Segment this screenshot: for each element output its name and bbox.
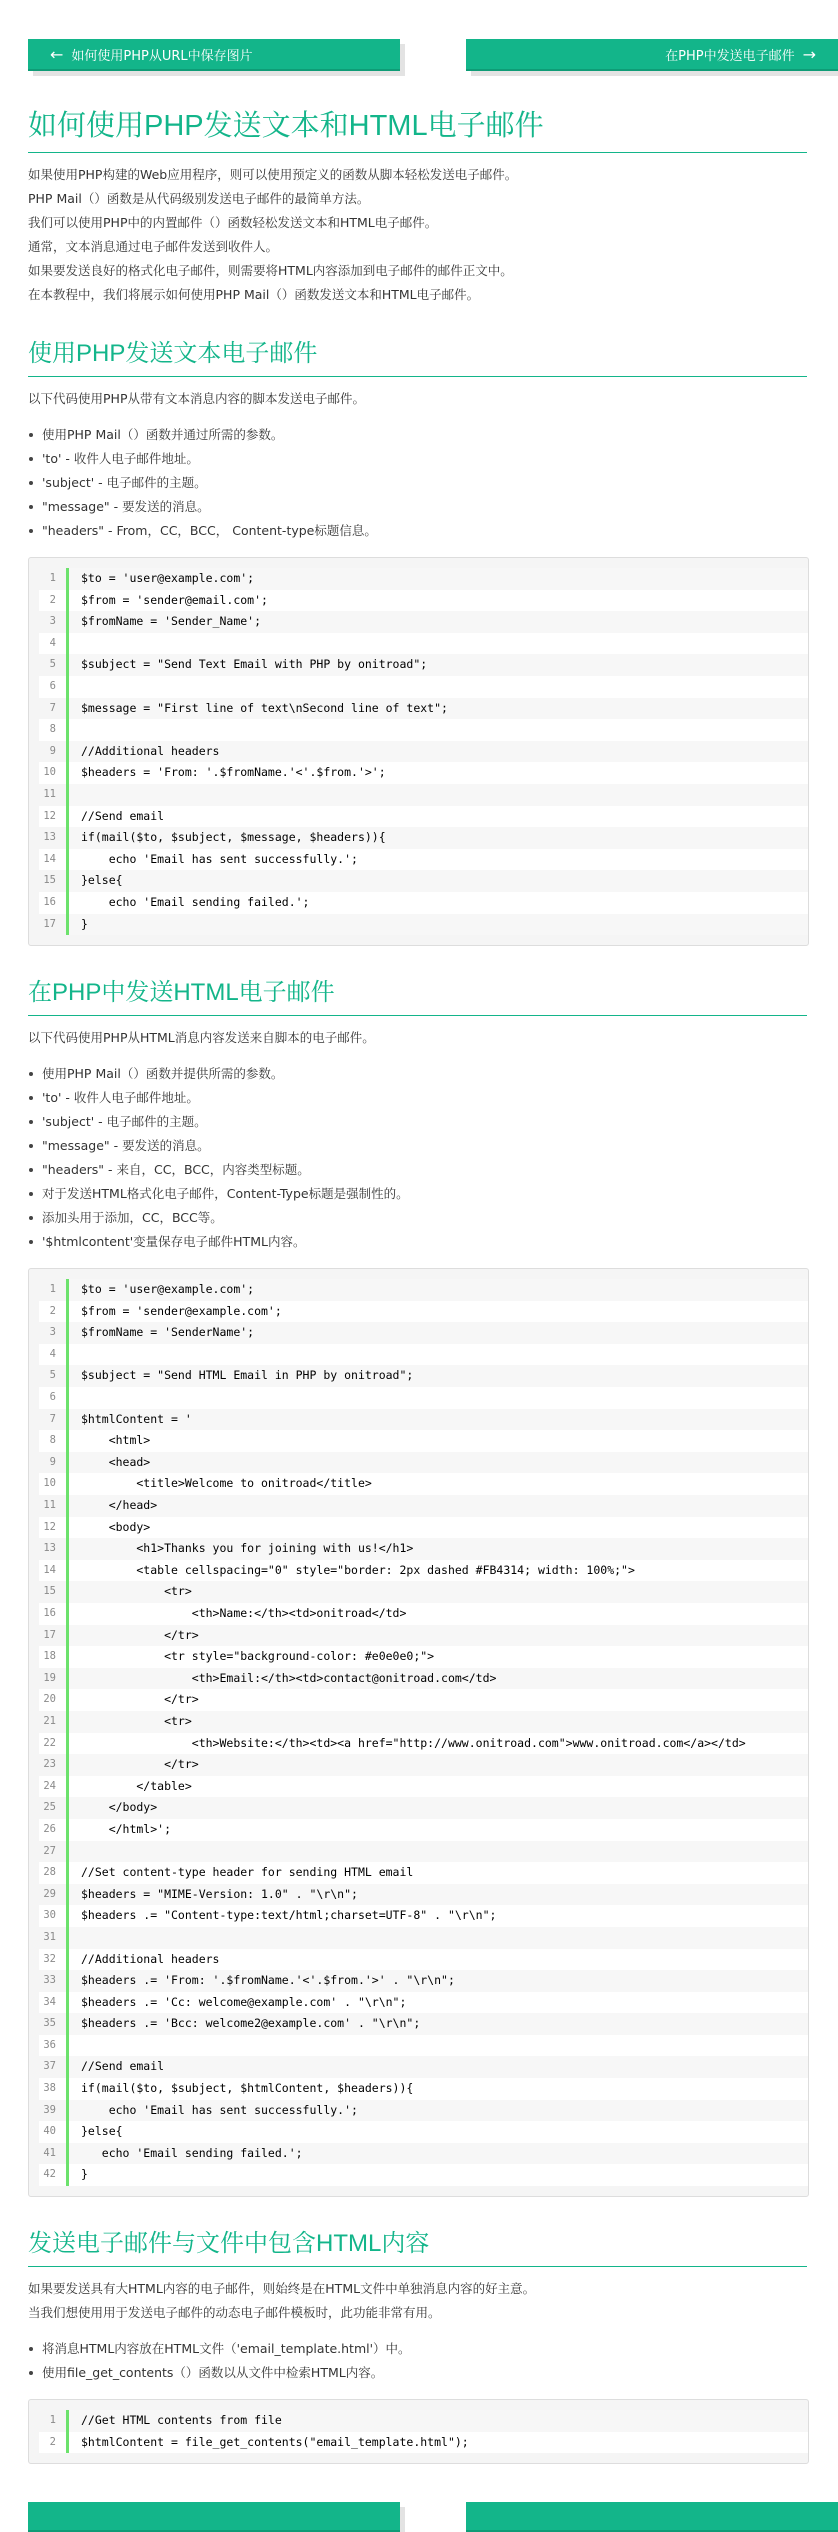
code-text: }else{ [69,870,808,892]
code-line [39,698,808,720]
line-number: 36 [39,2035,69,2057]
code-text: } [69,914,808,936]
code-text: $headers = 'From: '.$fromName.'<'.$from.'>'; [69,762,808,784]
code-line [39,2035,808,2057]
code-block-html-email[interactable] [28,1268,809,2197]
arrow-right-icon: → [802,44,816,64]
line-number: 22 [39,1733,69,1755]
code-line [39,1538,808,1560]
code-line [39,2056,808,2078]
code-text: //Additional headers [69,741,808,763]
code-text: $headers .= 'From: '.$fromName.'<'.$from.'>' . "\r\n"; [69,1970,808,1992]
list-item: 使用PHP Mail（）函数并通过所需的参数。 [28,423,838,447]
code-text: <table cellspacing="0" style="border: 2px dashed #FB4314; width: 100%;"> [69,1560,808,1582]
code-line [39,849,808,871]
code-text: if(mail($to, $subject, $message, $headers)){ [69,827,808,849]
list-item: "headers" - From，CC，BCC， Content-type标题信息。 [28,519,838,543]
code-line [39,784,808,806]
code-text: <th>Website:</th><td><a href="http://www.onitroad.com">www.onitroad.com</a></td> [69,1733,808,1755]
line-number: 18 [39,1646,69,1668]
code-line [39,1344,808,1366]
section2-lead: 以下代码使用PHP从HTML消息内容发送来自脚本的电子邮件。 [28,1030,375,1046]
code-text [69,1387,808,1409]
code-line [39,1689,808,1711]
code-line [39,1603,808,1625]
code-line [39,1754,808,1776]
code-text: $subject = "Send HTML Email in PHP by onitroad"; [69,1365,808,1387]
line-number: 1 [39,568,69,590]
code-line [39,676,808,698]
code-text [69,719,808,741]
code-line [39,568,808,590]
paragraph-line: 通常，文本消息通过电子邮件发送到收件人。 [28,239,279,254]
line-number: 4 [39,633,69,655]
line-number: 13 [39,827,69,849]
code-text: </head> [69,1495,808,1517]
code-line [39,1819,808,1841]
code-text [69,633,808,655]
code-line [39,1949,808,1971]
code-line [39,806,808,828]
line-number: 2 [39,590,69,612]
list-item: 'subject' - 电子邮件的主题。 [28,1110,838,1134]
code-line [39,2432,808,2454]
line-number: 1 [39,1279,69,1301]
line-number: 32 [39,1949,69,1971]
code-line [39,1409,808,1431]
code-line [39,2143,808,2165]
line-number: 42 [39,2164,69,2186]
line-number: 13 [39,1538,69,1560]
code-line [39,1581,808,1603]
code-text: </table> [69,1776,808,1798]
code-text [69,784,808,806]
code-text: $to = 'user@example.com'; [69,1279,808,1301]
line-number: 7 [39,698,69,720]
code-text: <tr style="background-color: #e0e0e0;"> [69,1646,808,1668]
code-text: <tr> [69,1581,808,1603]
line-number: 31 [39,1927,69,1949]
list-item: "message" - 要发送的消息。 [28,495,838,519]
code-text: $headers = "MIME-Version: 1.0" . "\r\n"; [69,1884,808,1906]
code-text [69,1344,808,1366]
line-number: 35 [39,2013,69,2035]
line-number: 3 [39,1322,69,1344]
code-text: </html>'; [69,1819,808,1841]
code-line [39,1430,808,1452]
code-line [39,1841,808,1863]
line-number: 37 [39,2056,69,2078]
paragraph-line: 如果要发送具有大HTML内容的电子邮件，则始终是在HTML文件中单独消息内容的好主意。 [28,2281,536,2297]
paragraph-line: PHP Mail（）函数是从代码级别发送电子邮件的最简单方法。 [28,191,370,206]
section2-heading: 在PHP中发送HTML电子邮件 [28,972,807,1016]
code-text: <html> [69,1430,808,1452]
line-number: 25 [39,1797,69,1819]
code-block-file-template[interactable] [28,2399,809,2464]
code-text [69,676,808,698]
code-line [39,1733,808,1755]
code-line [39,1301,808,1323]
code-text [69,2035,808,2057]
list-item: "message" - 要发送的消息。 [28,1134,838,1158]
code-line [39,870,808,892]
code-text: </body> [69,1797,808,1819]
code-text: //Additional headers [69,1949,808,1971]
code-text: </tr> [69,1754,808,1776]
section2-bullets [28,1062,838,1254]
line-number: 7 [39,1409,69,1431]
line-number: 29 [39,1884,69,1906]
code-text: $subject = "Send Text Email with PHP by onitroad"; [69,654,808,676]
code-text: <tr> [69,1711,808,1733]
code-line [39,1776,808,1798]
bottom-nav [28,2502,838,2532]
list-item: 使用file_get_contents（）函数以从文件中检索HTML内容。 [28,2361,838,2385]
code-line [39,1560,808,1582]
section3-bullets [28,2337,838,2385]
code-text: $htmlContent = file_get_contents("email_template.html"); [69,2432,808,2454]
code-line [39,1452,808,1474]
code-text [69,1927,808,1949]
code-line [39,1905,808,1927]
line-number: 21 [39,1711,69,1733]
code-line [39,1970,808,1992]
code-text [69,1841,808,1863]
next-article-label: 在PHP中发送电子邮件 [665,48,795,64]
code-line [39,1473,808,1495]
intro-text [28,163,838,307]
code-line [39,633,808,655]
line-number: 11 [39,784,69,806]
code-line [39,762,808,784]
code-text: $fromName = 'SenderName'; [69,1322,808,1344]
line-number: 10 [39,762,69,784]
line-number: 15 [39,870,69,892]
line-number: 12 [39,1517,69,1539]
code-text: echo 'Email has sent successfully.'; [69,849,808,871]
code-line [39,1927,808,1949]
code-line [39,1992,808,2014]
code-line [39,1711,808,1733]
code-line [39,1495,808,1517]
code-text: </tr> [69,1689,808,1711]
code-line [39,1322,808,1344]
line-number: 17 [39,1625,69,1647]
code-line [39,1884,808,1906]
page [28,39,838,2532]
code-line [39,1279,808,1301]
section1-lead: 以下代码使用PHP从带有文本消息内容的脚本发送电子邮件。 [28,391,365,406]
list-item: 'to' - 收件人电子邮件地址。 [28,447,838,471]
line-number: 5 [39,654,69,676]
code-text: <head> [69,1452,808,1474]
top-nav [28,39,838,75]
code-line [39,914,808,936]
list-item: 'subject' - 电子邮件的主题。 [28,471,838,495]
code-line [39,2164,808,2186]
list-item: '$htmlcontent'变量保存电子邮件HTML内容。 [28,1230,838,1254]
line-number: 39 [39,2100,69,2122]
code-text: $headers .= "Content-type:text/html;charset=UTF-8" . "\r\n"; [69,1905,808,1927]
line-number: 27 [39,1841,69,1863]
code-line [39,2410,808,2432]
section1-heading: 使用PHP发送文本电子邮件 [28,333,807,377]
code-text: $to = 'user@example.com'; [69,568,808,590]
line-number: 23 [39,1754,69,1776]
code-block-text-email[interactable] [28,557,809,946]
section1-bullets [28,423,838,543]
code-line [39,719,808,741]
code-text: }else{ [69,2121,808,2143]
prev-article-button[interactable] [28,39,400,71]
bottom-prev-button[interactable] [28,2502,400,2532]
code-line [39,1365,808,1387]
line-number: 16 [39,892,69,914]
line-number: 2 [39,2432,69,2454]
line-number: 8 [39,719,69,741]
page-title: 如何使用PHP发送文本和HTML电子邮件 [28,103,807,153]
line-number: 14 [39,1560,69,1582]
code-text: <h1>Thanks you for joining with us!</h1> [69,1538,808,1560]
code-text: <th>Email:</th><td>contact@onitroad.com</td> [69,1668,808,1690]
code-text: $headers .= 'Bcc: welcome2@example.com' . "\r\n"; [69,2013,808,2035]
paragraph-line: 当我们想使用用于发送电子邮件的动态电子邮件模板时，此功能非常有用。 [28,2305,441,2321]
code-text: $from = 'sender@email.com'; [69,590,808,612]
line-number: 24 [39,1776,69,1798]
code-line [39,611,808,633]
line-number: 14 [39,849,69,871]
list-item: 将消息HTML内容放在HTML文件（'email_template.html'）中。 [28,2337,838,2361]
code-text: //Send email [69,806,808,828]
code-text: <title>Welcome to onitroad</title> [69,1473,808,1495]
line-number: 11 [39,1495,69,1517]
next-article-button[interactable] [466,39,838,71]
code-text: //Get HTML contents from file [69,2410,808,2432]
line-number: 6 [39,1387,69,1409]
code-line [39,2013,808,2035]
arrow-left-icon: ← [50,44,64,64]
line-number: 1 [39,2410,69,2432]
line-number: 40 [39,2121,69,2143]
code-text: $message = "First line of text\nSecond line of text"; [69,698,808,720]
code-text: <body> [69,1517,808,1539]
code-text: $from = 'sender@example.com'; [69,1301,808,1323]
line-number: 33 [39,1970,69,1992]
line-number: 4 [39,1344,69,1366]
code-line [39,2100,808,2122]
line-number: 34 [39,1992,69,2014]
section3-lead [28,2277,838,2325]
code-line [39,1517,808,1539]
code-line [39,2078,808,2100]
list-item: 对于发送HTML格式化电子邮件，Content-Type标题是强制性的。 [28,1182,838,1206]
code-text: echo 'Email has sent successfully.'; [69,2100,808,2122]
code-line [39,2121,808,2143]
line-number: 10 [39,1473,69,1495]
list-item: 添加头用于添加，CC，BCC等。 [28,1206,838,1230]
list-item: "headers" - 来自，CC，BCC，内容类型标题。 [28,1158,838,1182]
code-text: $htmlContent = ' [69,1409,808,1431]
code-text: //Set content-type header for sending HTML email [69,1862,808,1884]
paragraph-line: 我们可以使用PHP中的内置邮件（）函数轻松发送文本和HTML电子邮件。 [28,215,438,230]
line-number: 2 [39,1301,69,1323]
line-number: 9 [39,741,69,763]
bottom-next-button[interactable] [466,2502,838,2532]
line-number: 6 [39,676,69,698]
paragraph-line: 在本教程中，我们将展示如何使用PHP Mail（）函数发送文本和HTML电子邮件。 [28,287,480,302]
code-text: echo 'Email sending failed.'; [69,892,808,914]
paragraph-line: 如果使用PHP构建的Web应用程序，则可以使用预定义的函数从脚本轻松发送电子邮件。 [28,167,518,182]
paragraph-line: 如果要发送良好的格式化电子邮件，则需要将HTML内容添加到电子邮件的邮件正文中。 [28,263,513,278]
code-text: </tr> [69,1625,808,1647]
code-line [39,590,808,612]
code-text: if(mail($to, $subject, $htmlContent, $headers)){ [69,2078,808,2100]
code-line [39,741,808,763]
line-number: 38 [39,2078,69,2100]
line-number: 12 [39,806,69,828]
line-number: 28 [39,1862,69,1884]
code-text: $fromName = 'Sender_Name'; [69,611,808,633]
code-line [39,654,808,676]
line-number: 9 [39,1452,69,1474]
code-line [39,827,808,849]
line-number: 15 [39,1581,69,1603]
line-number: 30 [39,1905,69,1927]
code-line [39,1646,808,1668]
code-line [39,1797,808,1819]
line-number: 16 [39,1603,69,1625]
code-text: $headers .= 'Cc: welcome@example.com' . "\r\n"; [69,1992,808,2014]
code-text: } [69,2164,808,2186]
prev-article-label: 如何使用PHP从URL中保存图片 [71,48,253,64]
section3-heading: 发送电子邮件与文件中包含HTML内容 [28,2223,807,2267]
line-number: 8 [39,1430,69,1452]
code-text: //Send email [69,2056,808,2078]
code-line [39,1668,808,1690]
line-number: 19 [39,1668,69,1690]
code-text: <th>Name:</th><td>onitroad</td> [69,1603,808,1625]
line-number: 20 [39,1689,69,1711]
code-line [39,892,808,914]
list-item: 'to' - 收件人电子邮件地址。 [28,1086,838,1110]
code-line [39,1387,808,1409]
code-line [39,1862,808,1884]
line-number: 26 [39,1819,69,1841]
list-item: 使用PHP Mail（）函数并提供所需的参数。 [28,1062,838,1086]
line-number: 41 [39,2143,69,2165]
line-number: 17 [39,914,69,936]
code-text: echo 'Email sending failed.'; [69,2143,808,2165]
line-number: 5 [39,1365,69,1387]
line-number: 3 [39,611,69,633]
code-line [39,1625,808,1647]
